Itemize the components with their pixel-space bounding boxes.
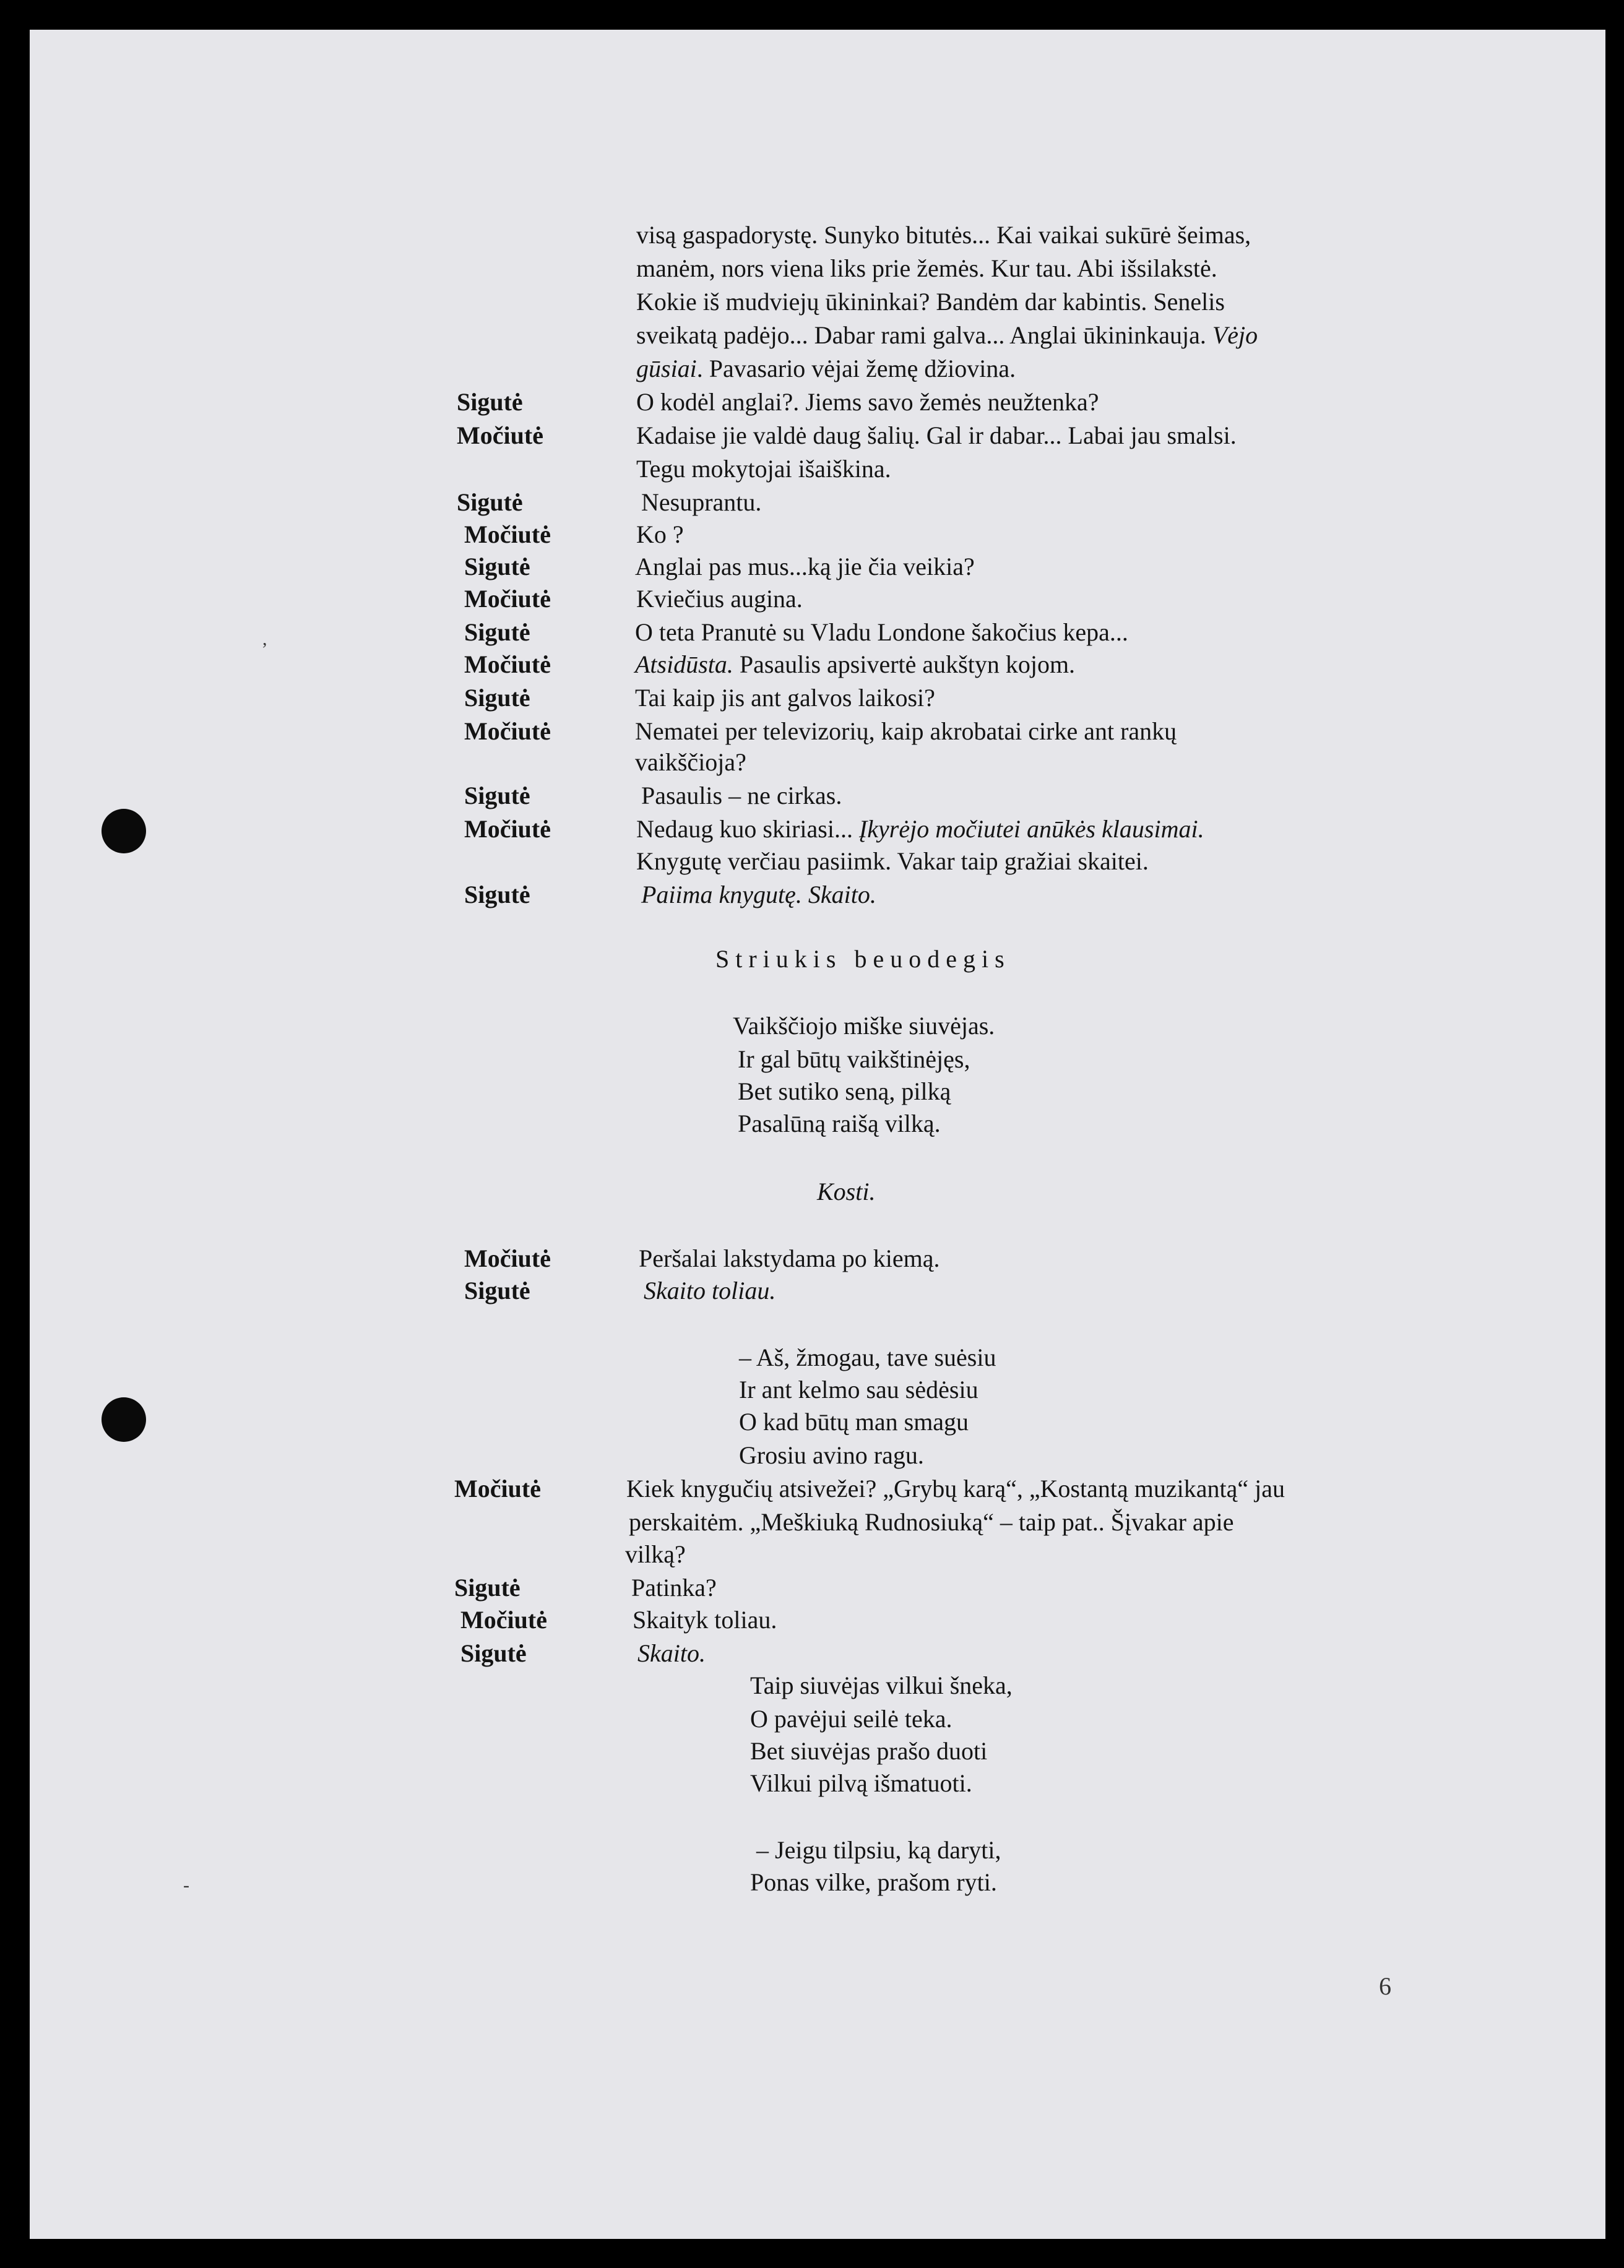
speaker-name: Močiutė — [464, 650, 551, 678]
dialogue-line: Ko ? — [636, 520, 684, 548]
dialogue-line — [636, 816, 1204, 843]
speaker-name: Močiutė — [464, 1244, 551, 1272]
dialogue-line — [635, 651, 1075, 678]
dialogue-line: Peršalai lakstydama po kiemą. — [639, 1244, 940, 1272]
speaker-name: Sigutė — [460, 1639, 527, 1667]
dialogue-line: Nesuprantu. — [641, 488, 762, 516]
dialogue-line: Patinka? — [631, 1574, 717, 1602]
stray-comma: , — [262, 629, 267, 649]
text-segment: Pasaulis apsivertė aukštyn kojom. — [739, 650, 1076, 678]
poem-line: – Aš, žmogau, tave suėsiu — [739, 1343, 996, 1371]
text-segment: . Pavasario vėjai žemę džiovina. — [696, 355, 1016, 382]
stage-direction: Skaito toliau. — [644, 1277, 776, 1304]
text-line — [636, 355, 1016, 382]
poem-line: O pavėjui seilė teka. — [750, 1705, 952, 1733]
speaker-name: Močiutė — [454, 1475, 541, 1503]
stage-direction: Vėjo — [1212, 321, 1258, 349]
poem-line: – Jeigu tilpsiu, ką daryti, — [756, 1836, 1001, 1864]
dialogue-line: vaikščioja? — [635, 748, 746, 776]
speaker-name: Sigutė — [454, 1574, 520, 1602]
speaker-name: Sigutė — [464, 553, 530, 580]
stray-dash: - — [183, 1875, 189, 1895]
stage-direction: Skaito. — [637, 1639, 706, 1667]
poem-line: Grosiu avino ragu. — [739, 1441, 924, 1469]
speaker-name: Močiutė — [457, 421, 543, 449]
poem-line: Vilkui pilvą išmatuoti. — [750, 1769, 972, 1797]
dialogue-line: Kiek knygučių atsivežei? „Grybų karą“, „Kostantą muzikantą“ jau — [626, 1475, 1285, 1503]
poem-line: Ir gal būtų vaikštinėjęs, — [738, 1045, 970, 1073]
poem-line: Ponas vilke, prašom ryti. — [750, 1868, 997, 1896]
dialogue-line: O kodėl anglai?. Jiems savo žemės neužtenka? — [636, 388, 1099, 416]
dialogue-line: perskaitėm. „Meškiuką Rudnosiuką“ – taip pat.. Šįvakar apie — [629, 1508, 1234, 1536]
speaker-name: Sigutė — [464, 881, 530, 908]
speaker-name: Močiutė — [464, 815, 551, 843]
text-line: Kokie iš mudviejų ūkininkai? Bandėm dar kabintis. Senelis — [636, 288, 1225, 316]
dialogue-line: vilką? — [625, 1540, 686, 1568]
speaker-name: Sigutė — [464, 782, 530, 809]
dialogue-line: Nematei per televizorių, kaip akrobatai cirke ant rankų — [635, 717, 1177, 745]
punch-hole-lower — [102, 1397, 146, 1442]
dialogue-line: O teta Pranutė su Vladu Londone šakočius kepa... — [635, 618, 1128, 646]
speaker-name: Sigutė — [457, 488, 523, 516]
dialogue-line: Knygutę verčiau pasiimk. Vakar taip gražiai skaitei. — [636, 847, 1149, 875]
speaker-name: Močiutė — [464, 520, 551, 548]
punch-hole-upper — [102, 809, 146, 853]
speaker-name: Močiutė — [460, 1606, 547, 1634]
stage-direction: Atsidūsta. — [635, 650, 733, 678]
dialogue-line: Pasaulis – ne cirkas. — [641, 782, 842, 809]
speaker-name: Močiutė — [464, 717, 551, 745]
page-number: 6 — [1379, 1972, 1391, 2000]
stage-direction: Įkyrėjo močiutei anūkės klausimai. — [858, 815, 1204, 843]
speaker-name: Sigutė — [464, 1277, 530, 1304]
text-line: visą gaspadorystę. Sunyko bitutės... Kai vaikai sukūrė šeimas, — [636, 221, 1251, 249]
speaker-name: Sigutė — [464, 618, 530, 646]
poem-title: Striukis beuodegis — [715, 945, 1011, 973]
stage-direction: gūsiai — [636, 355, 697, 382]
speaker-name: Sigutė — [457, 388, 523, 416]
poem-line: Bet siuvėjas prašo duoti — [750, 1737, 988, 1765]
poem-line: Vaikščiojo miške siuvėjas. — [733, 1012, 995, 1040]
stage-direction: Kosti. — [817, 1178, 876, 1205]
dialogue-line: Kadaise jie valdė daug šalių. Gal ir dabar... Labai jau smalsi. — [636, 421, 1237, 449]
stage-direction: Paiima knygutę. Skaito. — [641, 881, 876, 908]
poem-line: Taip siuvėjas vilkui šneka, — [750, 1671, 1013, 1699]
dialogue-line: Anglai pas mus...ką jie čia veikia? — [635, 553, 975, 580]
speaker-name: Močiutė — [464, 585, 551, 613]
text-line — [636, 322, 1258, 349]
poem-line: O kad būtų man smagu — [739, 1408, 969, 1436]
text-segment: Nedaug kuo skiriasi... — [636, 815, 853, 843]
dialogue-line: Tai kaip jis ant galvos laikosi? — [635, 684, 935, 712]
poem-line: Ir ant kelmo sau sėdėsiu — [739, 1376, 978, 1403]
dialogue-line: Skaityk toliau. — [633, 1606, 777, 1634]
dialogue-line: Tegu mokytojai išaiškina. — [636, 455, 891, 483]
text-segment: sveikatą padėjo... Dabar rami galva... Anglai ūkininkauja. — [636, 321, 1206, 349]
dialogue-line: Kviečius augina. — [636, 585, 803, 613]
poem-line: Bet sutiko seną, pilką — [738, 1077, 951, 1105]
text-line: manėm, nors viena liks prie žemės. Kur tau. Abi išsilakstė. — [636, 254, 1217, 282]
poem-line: Pasalūną raišą vilką. — [738, 1110, 941, 1137]
speaker-name: Sigutė — [464, 684, 530, 712]
